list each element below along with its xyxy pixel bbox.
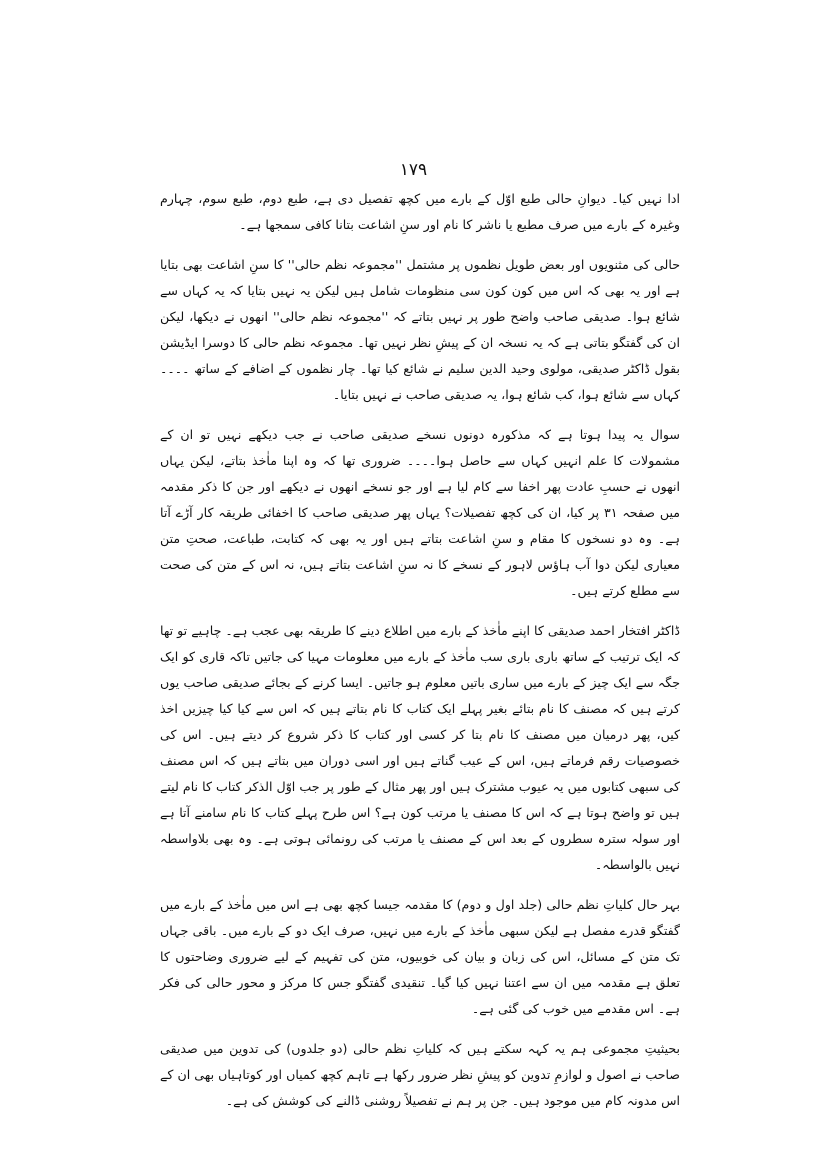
paragraph-2: حالی کی مثنویوں اور بعض طویل نظموں پر مشتمل ''مجموعہ نظم حالی'' کا سنِ اشاعت بھی بتایا ہے اور یہ بھی کہ اس میں کون کون سی منظومات شامل ہیں لیکن یہ نہیں بتایا کہ یہ کہاں سے شائع ہوا۔ صدیقی صاحب واضح طور پر نہیں بتاتے کہ ''مجموعہ نظم حالی'' انھوں نے دیکھا، لیکن ان کی گفتگو بتاتی ہے کہ یہ نسخہ ان کے پیشِ نظر نہیں تھا۔ مجموعہ نظم حالی کا دوسرا ایڈیشن بقول ڈاکٹر صدیقی، مولوی وحید الدین سلیم نے شائع کیا تھا۔ چار نظموں کے اضافے کے ساتھ ۔۔۔۔ کہاں سے شائع ہوا، کب شائع ہوا، یہ صدیقی صاحب نے نہیں بتایا۔ — [160, 257, 680, 402]
body-text — [160, 186, 680, 1128]
paragraph-1: ادا نہیں کیا۔ دیوانِ حالی طبع اوّل کے بارے میں کچھ تفصیل دی ہے، طبع دوم، طبع سوم، چہارم وغیرہ کے بارے میں صرف مطبع یا ناشر کا نام اور سنِ اشاعت بتانا کافی سمجھا ہے۔ — [160, 191, 680, 232]
paragraph-4: ڈاکٹر افتخار احمد صدیقی کا اپنے ماٰخذ کے بارے میں اطلاع دینے کا طریقہ بھی عجب ہے۔ چاہیے تو تھا کہ ایک ترتیب کے ساتھ باری باری سب ماٰخذ کے بارے میں معلومات مہیا کی جاتیں تاکہ قاری کو ایک جگہ سے ایک چیز کے بارے میں ساری باتیں معلوم ہو جاتیں۔ ایسا کرنے کے بجائے صدیقی صاحب یوں کرتے ہیں کہ مصنف کا نام بتائے بغیر پہلے ایک کتاب کا نام بتاتے ہیں کہ اس سے کیا کیا چیزیں اخذ کیں، پھر درمیان میں مصنف کا نام بتا کر کسی اور کتاب کا ذکر شروع کر دیتے ہیں۔ اس کی خصوصیات رقم فرماتے ہیں، اس کے عیب گناتے ہیں اور اسی دوران میں بتاتے ہیں کہ اس مصنف کی سبھی کتابوں میں یہ عیوب مشترک ہیں اور پھر مثال کے طور پر جب اوّل الذکر کتاب کا نام لیتے ہیں تو واضح ہوتا ہے کہ اس کا مصنف یا مرتب کون ہے؟ اس طرح پہلے کتاب کا نام سامنے آتا ہے اور سولہ سترہ سطروں کے بعد اس کے مصنف یا مرتب کی رونمائی ہوتی ہے۔ وہ بھی بلاواسطہ نہیں بالواسطہ۔ — [160, 623, 680, 872]
paragraph-6: بحیثیتِ مجموعی ہم یہ کہہ سکتے ہیں کہ کلیاتِ نظم حالی (دو جلدوں) کی تدوین میں صدیقی صاحب نے اصول و لوازمِ تدوین کو پیشِ نظر ضرور رکھا ہے تاہم کچھ کمیاں اور کوتاہیاں بھی ان کے اس مدونہ کام میں موجود ہیں۔ جن پر ہم نے تفصیلاً روشنی ڈالنے کی کوشش کی ہے۔ — [160, 1041, 680, 1108]
page-number: ۱۷۹ — [399, 160, 428, 180]
paragraph-5: بہر حال کلیاتِ نظم حالی (جلد اول و دوم) کا مقدمہ جیسا کچھ بھی ہے اس میں ماٰخذ کے بارے میں گفتگو قدرے مفصل ہے لیکن سبھی ماٰخذ کے بارے میں نہیں، صرف ایک دو کے بارے میں۔ باقی جہاں تک متن کے مسائل، اس کی زبان و بیان کی خوبیوں، متن کی تفہیم کے لیے ضروری وضاحتوں کا تعلق ہے مقدمہ میں ان سے اعتنا نہیں کیا گیا۔ تنقیدی گفتگو جس کا مرکز و محور حالی کی فکر ہے۔ اس مقدمے میں خوب کی گئی ہے۔ — [160, 897, 680, 1016]
paragraph-3: سوال یہ پیدا ہوتا ہے کہ مذکورہ دونوں نسخے صدیقی صاحب نے جب دیکھے نہیں تو ان کے مشمولات کا علم انہیں کہاں سے حاصل ہوا۔۔۔۔ ضروری تھا کہ وہ اپنا ماٰخذ بتاتے، لیکن یہاں انھوں نے حسبِ عادت پھر اخفا سے کام لیا ہے اور جو نسخے انھوں نے دیکھے اور جن کا ذکر مقدمہ میں صفحہ ۳۱ پر کیا، ان کی کچھ تفصیلات؟ یہاں پھر صدیقی صاحب کا اخفائی طریقہ کار آڑے آتا ہے۔ وہ دو نسخوں کا مقام و سنِ اشاعت بتاتے ہیں اور یہ بھی کہ کتابت، طباعت، صحتِ متن معیاری لیکن دوا آب ہاؤس لاہور کے نسخے کا نہ سنِ اشاعت بتاتے ہیں، نہ اس کے متن کی صحت سے مطلع کرتے ہیں۔ — [160, 427, 680, 598]
